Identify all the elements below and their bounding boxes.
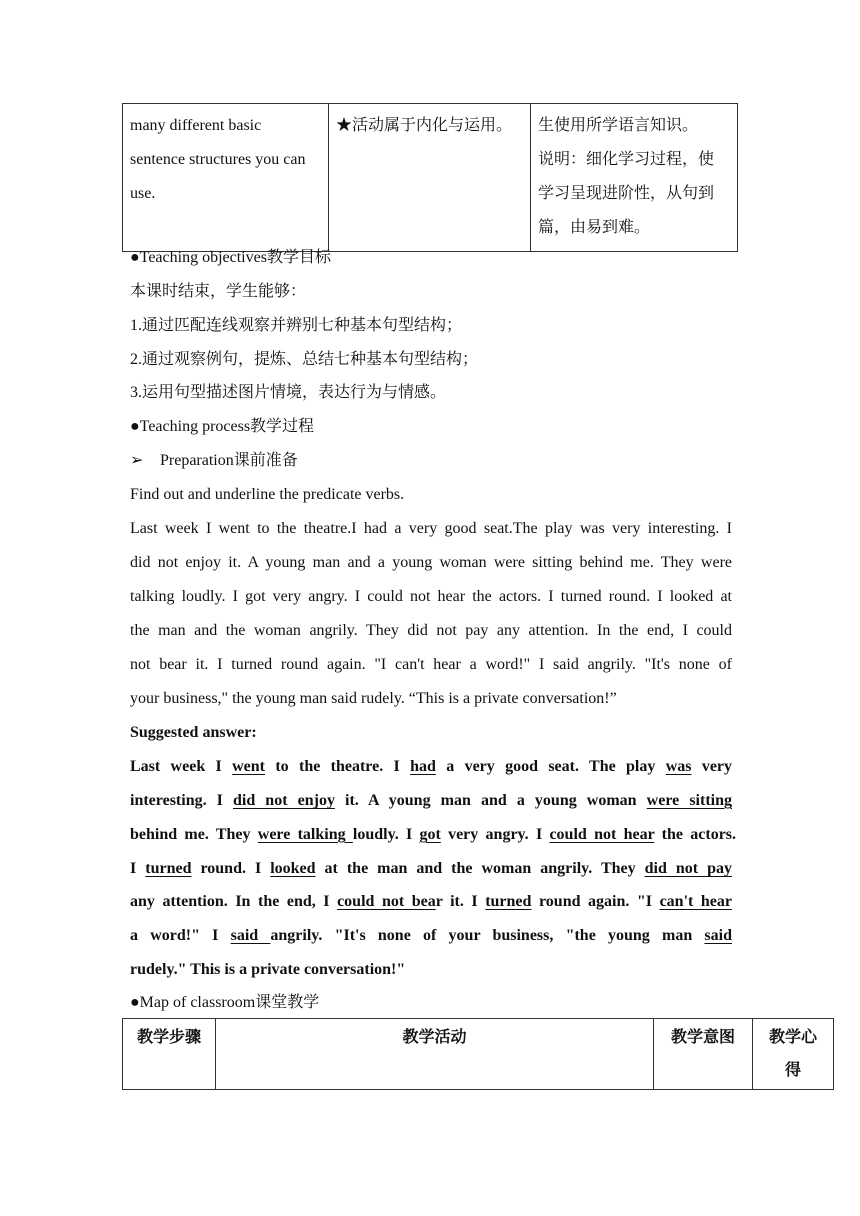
objectives-intro: 本课时结束，学生能够： (130, 283, 307, 300)
passage-line: the man and the woman angrily. They did not pay any attention. In the end, I could (130, 622, 732, 639)
answer-line (130, 852, 732, 886)
passage-line: not bear it. I turned round again. "I can't hear a word!" I said angrily. "It's none of (130, 656, 732, 673)
cell-line: 说明：细化学习过程，使 (538, 151, 715, 168)
predicate-verb: were talking (257, 826, 353, 843)
passage-line: talking loudly. I got very angry. I could not hear the actors. I turned round. I looked at (130, 588, 732, 605)
predicate-verb: could not bea (337, 893, 436, 910)
answer-text: very (691, 758, 733, 775)
answer-text: round. I (191, 860, 271, 877)
table-cell-intent (531, 104, 738, 252)
answer-text: round again. "I (531, 893, 660, 910)
map-heading: ●Map of classroom课堂教学 (130, 994, 320, 1011)
predicate-verb: did not enjoy (232, 792, 335, 809)
lesson-table-continued (122, 103, 738, 252)
answer-text: a word!" I (130, 927, 231, 944)
predicate-verb: were sitting (646, 792, 732, 809)
answer-line (130, 818, 736, 852)
process-heading: ●Teaching process教学过程 (130, 418, 315, 435)
predicate-verb: was (665, 758, 692, 775)
passage-line: did not enjoy it. A young man and a young woman were sitting behind me. They were (130, 554, 732, 571)
answer-text: loudly. I (352, 826, 420, 843)
answer-text: any attention. In the end, I (130, 893, 338, 910)
instruction: Find out and underline the predicate verbs. (130, 486, 405, 503)
arrow-bullet-icon: ➢ (130, 452, 144, 469)
answer-text: Last week I (130, 758, 233, 775)
header-teaching-activity: 教学活动 (216, 1019, 654, 1090)
answer-text: angrily. "It's none of your business, "the young man (270, 927, 705, 944)
cell-line: 生使用所学语言知识。 (538, 117, 699, 134)
predicate-verb: can't hear (659, 893, 732, 910)
cell-line: 学习呈现进阶性，从句到 (538, 185, 715, 202)
answer-text: the actors. (654, 826, 737, 843)
predicate-verb: went (232, 758, 265, 775)
cell-line: use. (130, 185, 156, 202)
predicate-verb: looked (270, 860, 316, 877)
predicate-verb: said (704, 927, 732, 944)
predicate-verb: had (410, 758, 436, 775)
table-cell-activity-text (123, 104, 329, 252)
answer-text: it. A young man and a young woman (334, 792, 647, 809)
objective-item: 3.运用句型描述图片情境，表达行为与情感。 (130, 384, 447, 401)
cell-line: 篇，由易到难。 (538, 219, 651, 236)
answer-line: rudely." This is a private conversation!" (130, 961, 406, 978)
answer-text: very angry. I (440, 826, 550, 843)
answer-text: to the theatre. I (265, 758, 411, 775)
header-teaching-intent: 教学意图 (654, 1019, 753, 1090)
header-teaching-step: 教学步骤 (123, 1019, 216, 1090)
predicate-verb: could not hear (549, 826, 655, 843)
passage-line: Last week I went to the theatre.I had a very good seat.The play was very interesting. I (130, 520, 732, 537)
header-teaching-reflection: 教学心得 (753, 1019, 834, 1090)
classroom-map-table (122, 1018, 834, 1090)
answer-text: I (130, 860, 146, 877)
predicate-verb: did not pay (644, 860, 733, 877)
predicate-verb: said (230, 927, 271, 944)
objective-item: 2.通过观察例句，提炼、总结七种基本句型结构； (130, 351, 479, 368)
passage-line: your business," the young man said rudely. “This is a private conversation!” (130, 690, 617, 707)
predicate-verb: turned (485, 893, 532, 910)
answer-heading: Suggested answer: (130, 724, 257, 741)
cell-line: ★活动属于内化与运用。 (336, 117, 513, 134)
predicate-verb: got (419, 826, 441, 843)
answer-text: behind me. They (130, 826, 258, 843)
answer-text: a very good seat. The play (435, 758, 666, 775)
cell-line: many different basic (130, 117, 262, 134)
predicate-verb: turned (145, 860, 192, 877)
answer-line (130, 885, 732, 919)
cell-line: sentence structures you can (130, 151, 306, 168)
preparation-heading (130, 444, 298, 478)
preparation-label: Preparation课前准备 (160, 452, 298, 469)
answer-text: interesting. I (130, 792, 233, 809)
answer-line (130, 784, 732, 818)
objectives-heading: ●Teaching objectives教学目标 (130, 249, 331, 266)
answer-text: r it. I (435, 893, 486, 910)
answer-line (130, 919, 732, 953)
answer-line (130, 750, 732, 784)
objective-item: 1.通过匹配连线观察并辨别七种基本句型结构； (130, 317, 463, 334)
table-cell-activity-type (329, 104, 531, 252)
answer-text: at the man and the woman angrily. They (315, 860, 645, 877)
